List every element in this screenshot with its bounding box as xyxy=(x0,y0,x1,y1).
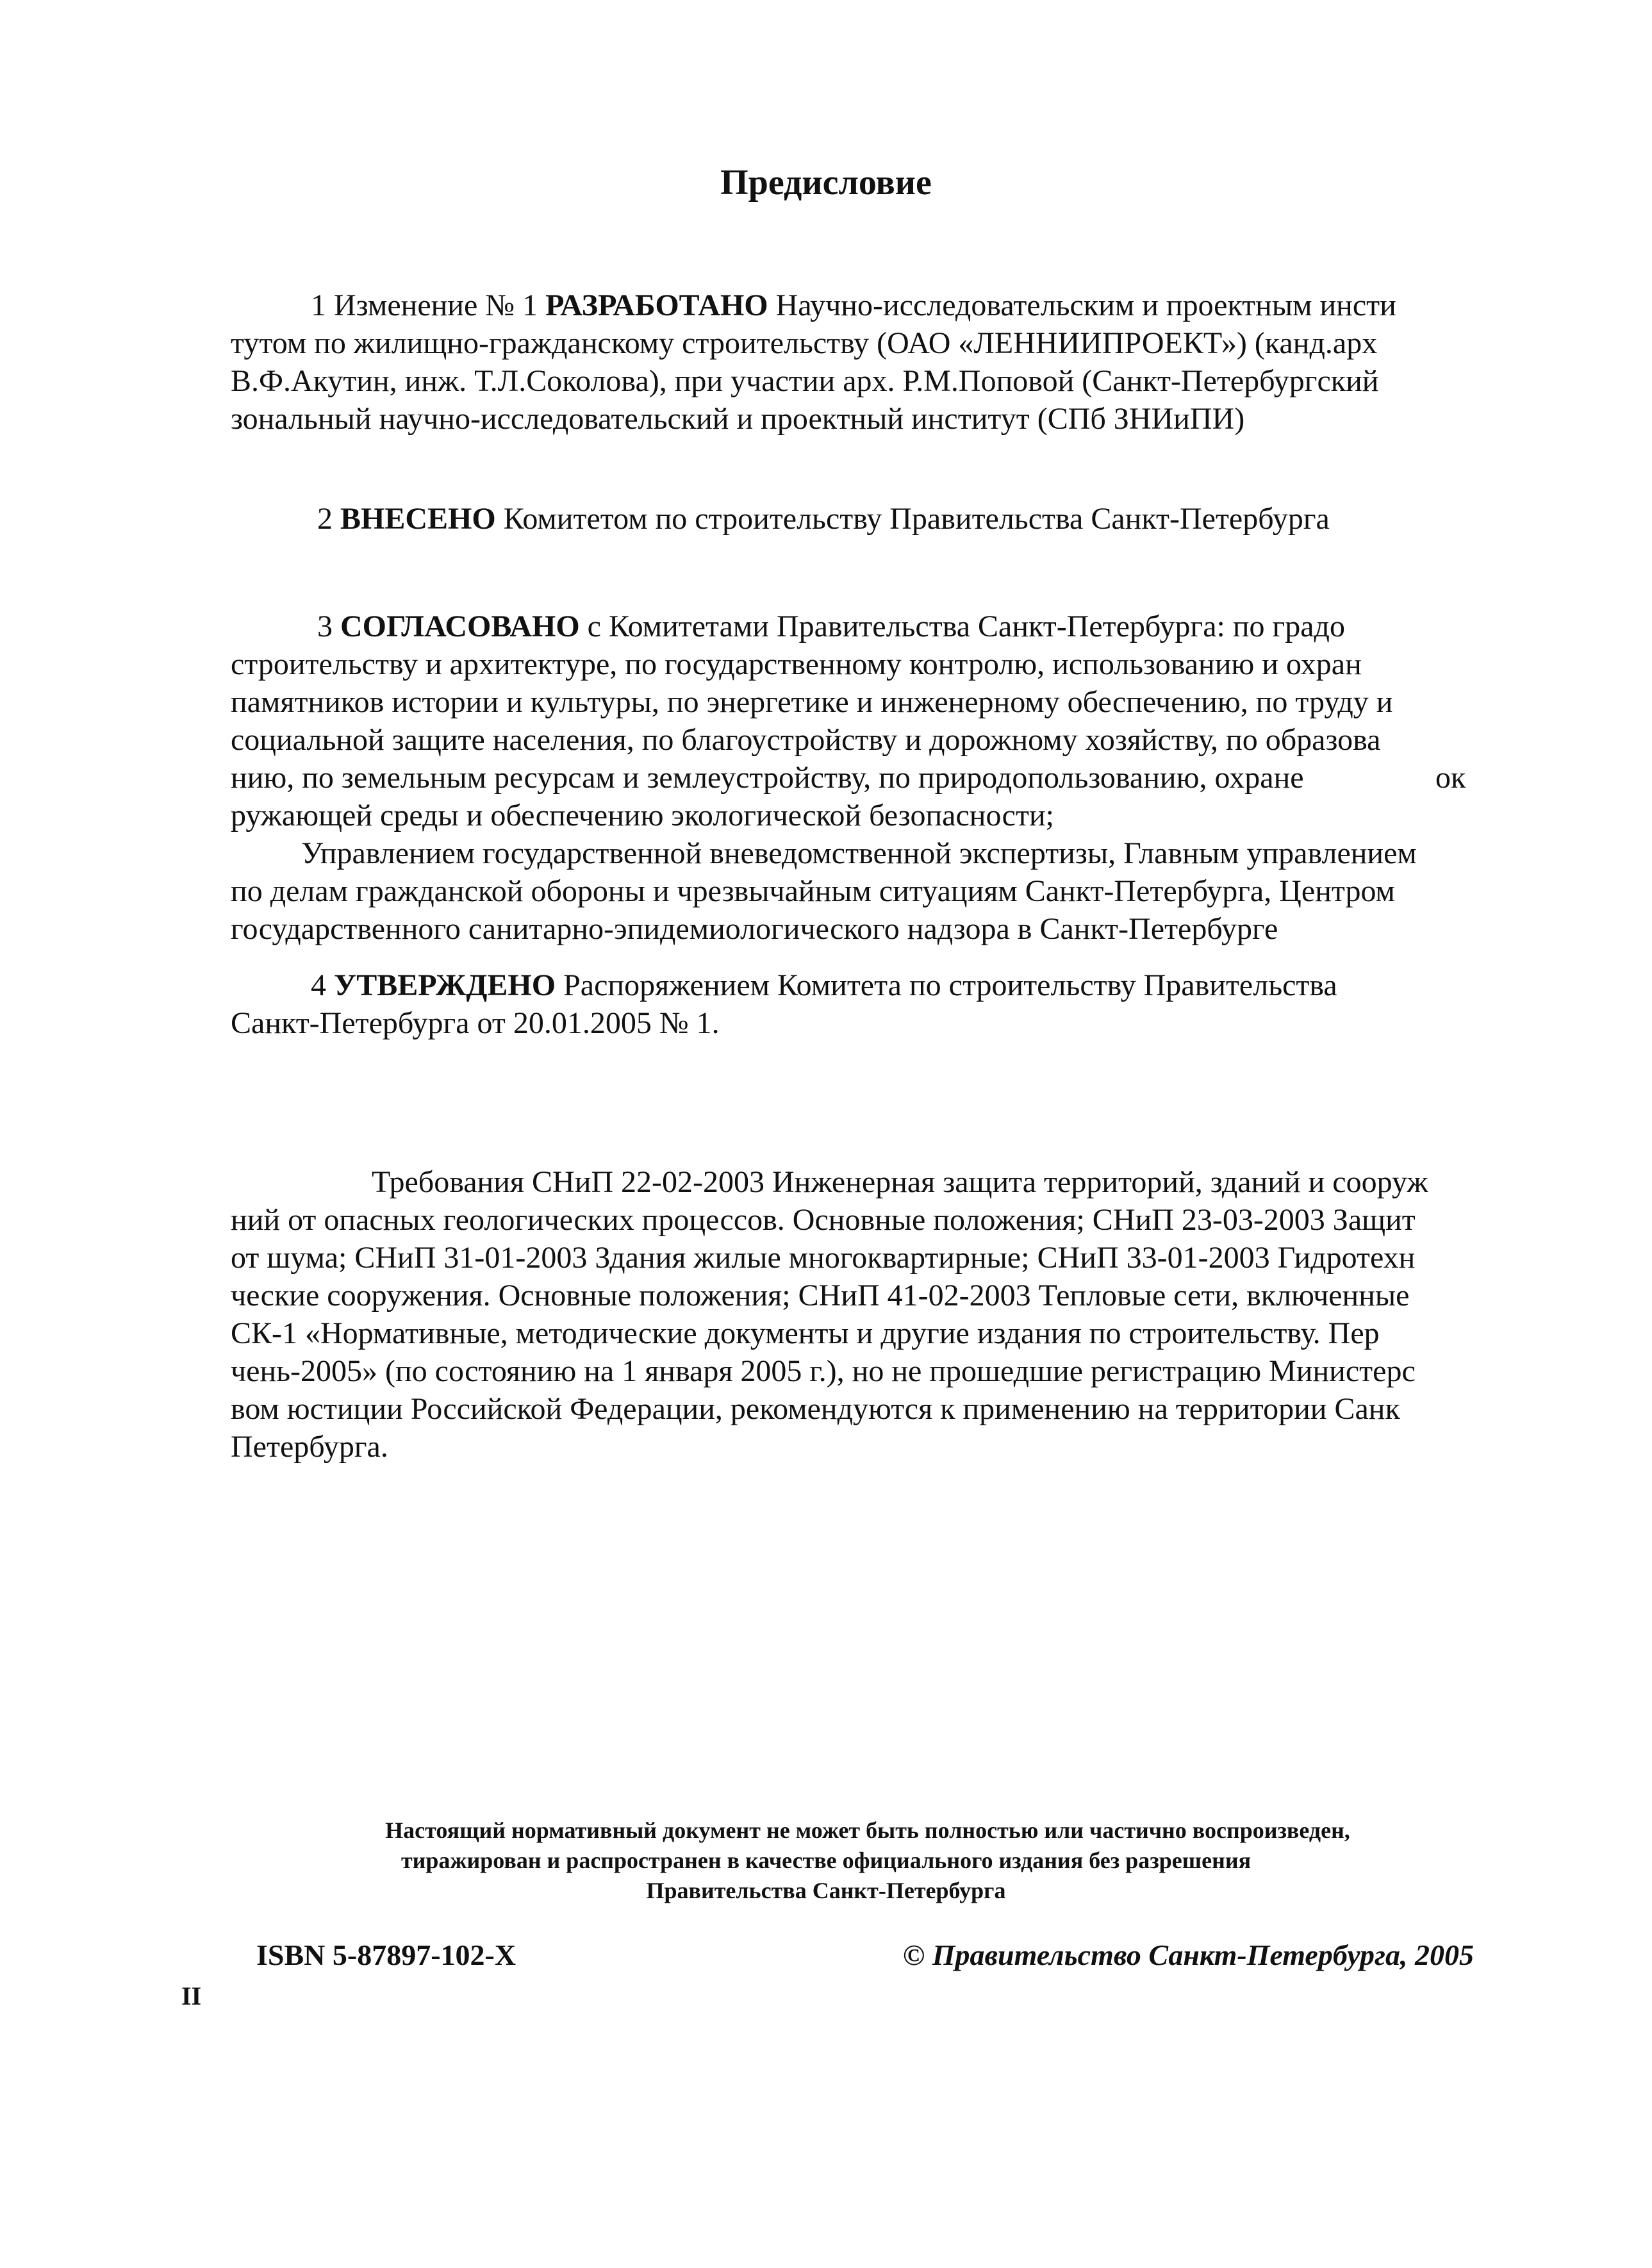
section-1 xyxy=(231,286,1474,438)
section-1-line-4: зональный научно-исследовательский и проектный институт (СПб ЗНИиПИ) xyxy=(231,402,1245,436)
section-3-line-6: ружающей среды и обеспечению экологической безопасности; xyxy=(231,799,1054,832)
section-2 xyxy=(231,500,1474,538)
notice-line-3: Правительства Санкт-Петербурга xyxy=(646,1878,1006,1903)
requirements-line-1: Требования СНиП 22-02-2003 Инженерная защита территорий, зданий и сооруж xyxy=(372,1165,1428,1199)
section-4-line-2: Санкт-Петербурга от 20.01.2005 № 1. xyxy=(231,1006,720,1040)
section-4-line-1-text: Распоряжением Комитета по строительству Правительства xyxy=(563,968,1337,1002)
section-3-keyword: СОГЛАСОВАНО xyxy=(340,609,580,643)
section-3-line-3: памятников истории и культуры, по энергетике и инженерному обеспечению, по труду и xyxy=(231,685,1393,719)
reproduction-notice xyxy=(0,1816,1652,1906)
section-2-text: Комитетом по строительству Правительства Санкт-Петербурга xyxy=(503,502,1330,536)
section-1-line-1 xyxy=(231,286,1474,324)
section-3-line-7: Управлением государственной вневедомственной экспертизы, Главным управлением xyxy=(301,836,1417,870)
section-4-number: 4 xyxy=(311,968,326,1002)
requirements-line-6: чень-2005» (по состоянию на 1 января 2005 г.), но не прошедшие регистрацию Министерс xyxy=(231,1354,1416,1388)
section-3-line-4: социальной защите населения, по благоустройству и дорожному хозяйству, по образова xyxy=(231,723,1381,757)
copyright-notice: © Правительство Санкт-Петербурга, 2005 xyxy=(902,1939,1474,1971)
notice-line-1: Настоящий нормативный документ не может быть полностью или частично воспроизведен, xyxy=(385,1817,1350,1843)
section-1-line-3: В.Ф.Акутин, инж. Т.Л.Соколова), при участии арх. Р.М.Поповой (Санкт-Петербургский xyxy=(231,364,1379,398)
requirements-line-7: вом юстиции Российской Федерации, рекомендуются к применению на территории Санк xyxy=(231,1392,1400,1426)
section-3 xyxy=(231,608,1474,948)
page-title: Предисловие xyxy=(720,163,932,203)
section-3-line-9: государственного санитарно-эпидемиологического надзора в Санкт-Петербурге xyxy=(231,912,1278,946)
section-3-number: 3 xyxy=(317,609,333,643)
section-3-line-2: строительству и архитектуре, по государственному контролю, использованию и охран xyxy=(231,647,1362,681)
isbn-number: ISBN 5-87897-102-X xyxy=(256,1939,516,1971)
notice-line-2: тиражирован и распространен в качестве официального издания без разрешения xyxy=(401,1848,1251,1873)
page-number: II xyxy=(181,1982,202,2010)
section-3-line-1 xyxy=(231,608,1474,645)
section-3-line-5-end: ок xyxy=(1435,761,1466,795)
section-3-line-5 xyxy=(231,759,1474,797)
section-4-keyword: УТВЕРЖДЕНО xyxy=(334,968,556,1002)
requirements-line-3: от шума; СНиП 31-01-2003 Здания жилые многоквартирные; СНиП 33-01-2003 Гидротехн xyxy=(231,1241,1416,1275)
requirements-line-8: Петербурга. xyxy=(231,1430,388,1464)
section-2-line-1 xyxy=(231,500,1474,538)
section-3-line-5-text: нию, по земельным ресурсам и землеустройству, по природопользованию, охране xyxy=(231,761,1304,795)
section-2-keyword: ВНЕСЕНО xyxy=(340,502,496,536)
section-1-number: 1 xyxy=(311,288,326,322)
requirements-paragraph xyxy=(231,1163,1474,1466)
section-1-keyword: РАЗРАБОТАНО xyxy=(545,288,768,322)
section-1-prefix: Изменение № 1 xyxy=(334,288,538,322)
requirements-line-5: СК-1 «Нормативные, методические документы и другие издания по строительству. Пер xyxy=(231,1316,1380,1350)
section-3-line-8: по делам гражданской обороны и чрезвычайным ситуациям Санкт-Петербурга, Центром xyxy=(231,874,1395,908)
requirements-line-2: ний от опасных геологических процессов. Основные положения; СНиП 23-03-2003 Защит xyxy=(231,1203,1416,1237)
section-4-line-1 xyxy=(231,966,1474,1004)
section-4 xyxy=(231,966,1474,1042)
requirements-line-4: ческие сооружения. Основные положения; СНиП 41-02-2003 Тепловые сети, включенные xyxy=(231,1279,1410,1312)
section-2-number: 2 xyxy=(317,502,333,536)
section-1-line-2: тутом по жилищно-гражданскому строительству (ОАО «ЛЕННИИПРОЕКТ») (канд.арх xyxy=(231,326,1378,360)
section-1-line-1-text: Научно-исследовательским и проектным инсти xyxy=(775,288,1396,322)
section-3-line-1-text: с Комитетами Правительства Санкт-Петербурга: по градо xyxy=(587,609,1345,643)
